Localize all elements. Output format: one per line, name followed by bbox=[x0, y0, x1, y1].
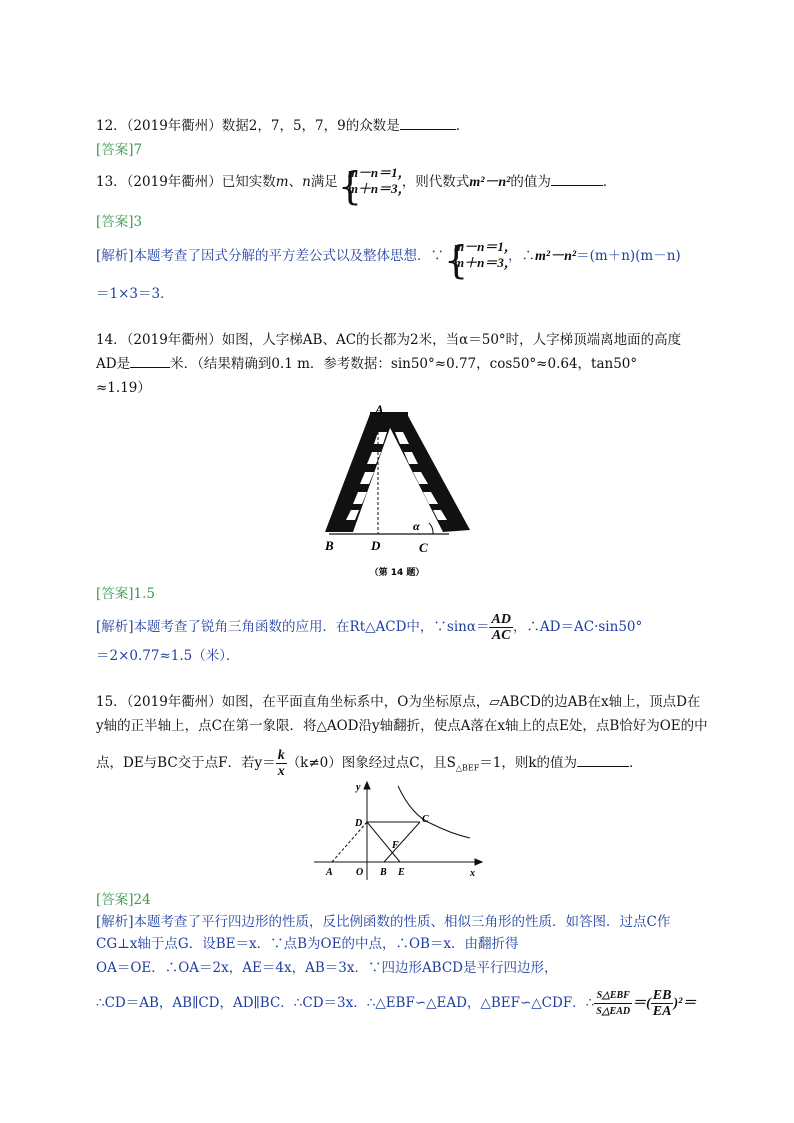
q12-question: 12．（2019年衢州）数据2，7，5，7，9的众数是 ． bbox=[96, 118, 470, 134]
q14-analysis: [解析]本题考查了锐角三角函数的应用．在Rt△ACD中，∵sinα＝ $\frac{AD}{AC}$ ，∴AD＝AC·sin50° bbox=[96, 612, 643, 643]
label-C: C bbox=[419, 540, 428, 555]
q12-answer: [答案]7 bbox=[96, 142, 143, 158]
label-C: C bbox=[422, 814, 429, 825]
label-E: E bbox=[398, 867, 405, 878]
ladder-right-leg bbox=[383, 414, 470, 532]
ladder-figure bbox=[315, 402, 480, 580]
q14-answer: [答案]1.5 bbox=[96, 586, 156, 602]
figure14-caption: （第 14 题） bbox=[369, 568, 425, 578]
q15-question-line3: 点，DE与BC交于点F．若y＝ $\frac{k}{x}$ （k≠0）图象经过点C，且$S_{\triangle BEF}=1$，则k的值为 ． bbox=[96, 748, 643, 779]
label-D: D bbox=[355, 818, 363, 829]
q15-question-line1: 15．（2019年衢州）如图，在平面直角坐标系中，O为坐标原点，▱ABCD的边AB在x轴上，顶点D在 bbox=[96, 694, 701, 710]
label-alpha: α bbox=[413, 519, 420, 533]
q13-equation-system: { m－n＝1， m＋n＝3， bbox=[337, 163, 411, 208]
q15-analysis-line1: [解析]本题考查了平行四边形的性质，反比例函数的性质、相似三角形的性质．如答图．过点C作 bbox=[96, 914, 671, 930]
q15-question-line2: y轴的正半轴上，点C在第一象限．将△AOD沿y轴翻折，使点A落在x轴上的点E处，点B恰好为OE的中 bbox=[96, 718, 708, 734]
label-B: B bbox=[380, 867, 387, 878]
q14-question-line2: AD是 米．（结果精确到0.1 m．参考数据：sin50°≈0.77，cos50°≈0.64，tan50° bbox=[96, 356, 638, 372]
q13-analysis-line2: ＝1×3＝3． bbox=[96, 286, 174, 302]
label-y: y bbox=[356, 782, 361, 793]
q13-question: 13．（2019年衢州）已知实数m、n满足 { m－n＝1， m＋n＝3， ，则代数式m²－n²的值为 ． bbox=[96, 163, 617, 208]
q14-question-line1: 14．（2019年衢州）如图，人字梯AB、AC的长都为2米，当α＝50°时，人字梯顶端离地面的高度 bbox=[96, 332, 682, 348]
ladder-left-leg bbox=[325, 414, 395, 532]
label-B: B bbox=[325, 538, 334, 553]
label-O: O bbox=[356, 867, 364, 878]
label-x: x bbox=[470, 868, 475, 879]
label-D: D bbox=[371, 538, 381, 553]
q15-analysis-line3: OA＝OE．∴OA＝2x，AE＝4x，AB＝3x．∵四边形ABCD是平行四边形， bbox=[96, 960, 558, 976]
q14-fraction: $\frac{AD}{AC}$ bbox=[491, 612, 511, 643]
q15-fraction: $\frac{k}{x}$ bbox=[277, 748, 285, 779]
q12-answer-blank bbox=[400, 116, 456, 130]
q14-question-line3: ≈1.19） bbox=[96, 380, 151, 396]
q15-length-ratio: $\frac{EB}{EA}$ bbox=[652, 988, 672, 1019]
label-A: A bbox=[375, 402, 384, 417]
q13-answer: [答案]3 bbox=[96, 214, 143, 230]
coordinate-figure bbox=[312, 778, 487, 882]
q14-analysis-line2: ＝2×0.77≈1.5（米）． bbox=[96, 648, 240, 664]
q15-answer: [答案]24 bbox=[96, 892, 151, 908]
label-A: A bbox=[326, 867, 333, 878]
label-F: F bbox=[392, 840, 399, 851]
q15-analysis-line2: CG⊥x轴于点G．设BE＝x．∵点B为OE的中点，∴OB＝x．由翻折得 bbox=[96, 936, 519, 952]
q13-analysis: [解析]本题考查了因式分解的平方差公式以及整体思想．∵ { m－n＝1， m＋n＝3， ，∴m²－n²＝(m＋n)(m－n) bbox=[96, 237, 681, 282]
q15-analysis-line4: ∴CD＝AB，AB∥CD，AD∥BC．∴CD＝3x．∴△EBF∽△EAD，△BEF∽△CDF．∴ $\frac{\text{S△EBF}}{\text{S△EAD}}$ ＝( $\frac{EB}{EA}$ )²＝ bbox=[96, 988, 697, 1019]
q15-area-ratio: $\frac{\text{S△EBF}}{\text{S△EAD}}$ bbox=[596, 990, 631, 1017]
